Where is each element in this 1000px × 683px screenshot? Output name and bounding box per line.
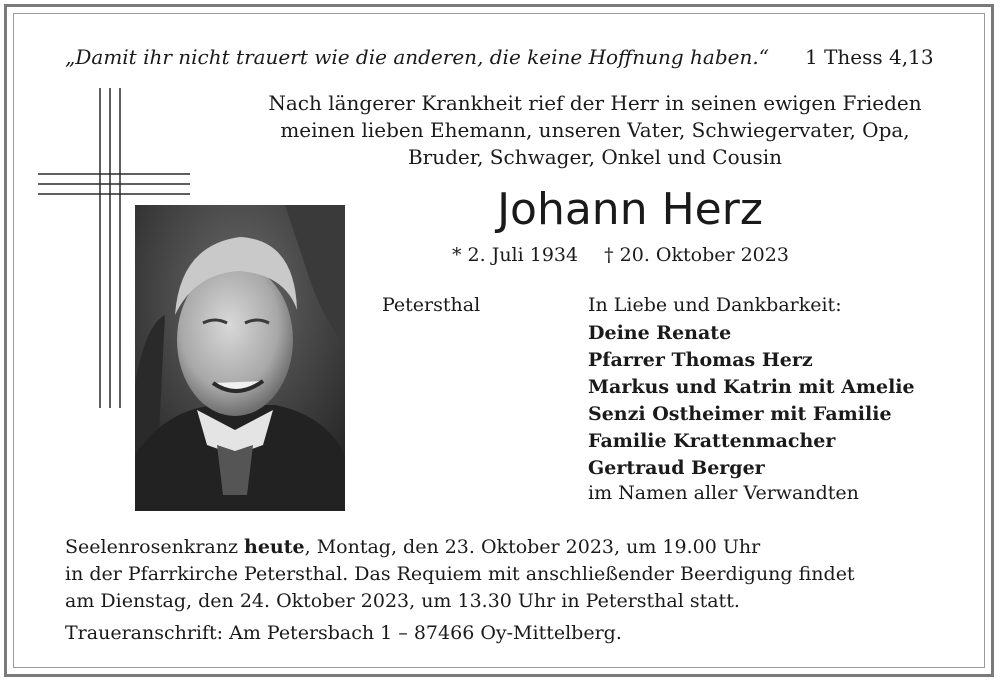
signer-item: Deine Renate [588, 322, 732, 344]
funeral-notice [65, 534, 945, 615]
notice-line: am Dienstag, den 24. Oktober 2023, um 13.30 Uhr in Petersthal statt. [65, 590, 740, 612]
bible-verse: „Damit ihr nicht trauert wie die anderen, die keine Hoffnung haben.“ [65, 45, 769, 69]
notice-line: in der Pfarrkirche Petersthal. Das Requiem mit anschließender Beerdigung findet [65, 563, 855, 585]
verse-reference: 1 Thess 4,13 [805, 45, 934, 69]
notice-line [65, 534, 945, 561]
thanks-heading: In Liebe und Dankbarkeit: [588, 294, 842, 316]
signer-item: Senzi Ostheimer mit Familie [588, 403, 892, 425]
family-note: im Namen aller Verwandten [588, 482, 859, 504]
life-dates [452, 244, 789, 266]
signer-item: Familie Krattenmacher [588, 430, 836, 452]
deceased-name: Johann Herz [497, 184, 763, 235]
signer-item: Pfarrer Thomas Herz [588, 349, 813, 371]
death-date: † 20. Oktober 2023 [604, 244, 789, 266]
announcement-line: Bruder, Schwager, Onkel und Cousin [407, 145, 783, 169]
notice-text: Seelenrosenkranz [65, 536, 245, 558]
signer-item: Markus und Katrin mit Amelie [588, 376, 915, 398]
announcement-line: Nach längerer Krankheit rief der Herr in seinen ewigen Frieden [268, 91, 922, 115]
announcement-line: meinen lieben Ehemann, unseren Vater, Schwiegervater, Opa, [280, 118, 910, 142]
announcement-text [230, 90, 960, 171]
portrait-photo [135, 205, 345, 511]
notice-text: , Montag, den 23. Oktober 2023, um 19.00 Uhr [304, 536, 761, 558]
place-name: Petersthal [382, 294, 481, 316]
signer-list [588, 320, 915, 482]
notice-emphasis: heute [244, 536, 305, 558]
mourning-address: Traueranschrift: Am Petersbach 1 – 87466 Oy-Mittelberg. [65, 622, 622, 644]
birth-date: * 2. Juli 1934 [452, 244, 579, 266]
signer-item: Gertraud Berger [588, 457, 765, 479]
